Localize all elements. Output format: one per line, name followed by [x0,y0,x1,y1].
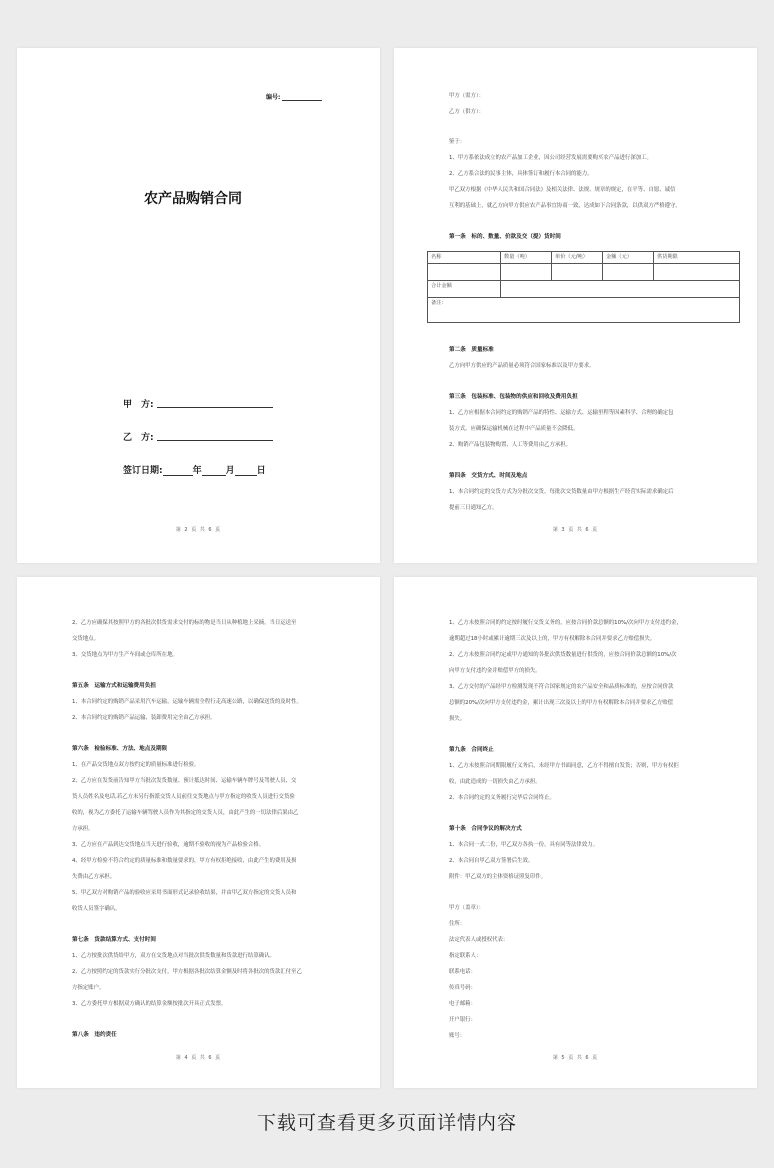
contract-page-4 [17,577,380,1088]
text-line: 1、甲方系依法成立的农产品加工企业，因公司经营发展需要购买农产品进行深加工。 [449,155,652,161]
text-line: 2、本合同约定的购销产品运输、装卸费用完全由乙方承担。 [72,715,216,721]
signature-field: 住所： [449,921,466,927]
section-heading: 第五条 运输方式和运输费用负担 [72,683,156,689]
text-line: 1、本合同约定的购销产品采用汽车运输，运输车辆需全程行走高速公路，以确保送货的及时性。 [72,699,302,705]
text-line: 总额的20%/次向甲方支付违约金，累计出现三次及以上的甲方有权解除本合同并要求乙方赔偿 [449,700,674,706]
day-label: 日 [256,466,266,476]
signature-field: 甲方（盖章）： [449,905,485,911]
text-line: 2、乙方应在发货前告知甲方当批次发货数量、预计抵达时间、运输车辆车牌号及驾驶人员、交 [72,778,297,784]
text-line: 1、乙方未按照合同的约定按时履行交货义务的，应按合同价款总额的10%/次向甲方支付违约金， [449,620,682,626]
section-heading: 第二条 质量标准 [449,347,494,353]
text-line: 乙方向甲方供应的产品质量必须符合国家标准以及甲方要求。 [449,363,595,369]
month-label: 月 [225,466,235,476]
sign-date-label: 签订日期: [123,466,163,476]
table-header-row [428,252,740,264]
text-line: 收的，视为乙方委托了运输车辆驾驶人员作为其指定的交货人员，由此产生的一切法律后果由乙 [72,810,299,816]
signature-field: 法定代表人或授权代表： [449,937,509,943]
text-line: 乙方（供方）： [449,109,485,115]
table-cell: 备注： [428,298,740,323]
year-blank [163,466,193,476]
section-heading: 第八条 违约责任 [72,1032,117,1038]
table-row-note [428,298,740,323]
party-b-line [157,440,273,441]
section-heading: 第六条 检验标准、方法、地点及期限 [72,746,168,752]
party-a-line [157,407,273,408]
text-line: 失费由乙方承担。 [72,874,116,880]
text-line: 收货人员签字确认。 [72,906,121,912]
signature-field: 账号： [449,1033,466,1039]
page-footer: 第 5 页 共 6 页 [552,1055,599,1061]
table-header-cell: 数量（吨） [501,252,552,264]
text-line: 2、乙方未按照合同约定或甲方通知的各批次供货数量进行供货的，应按合同价款总额的10%/次 [449,652,677,658]
download-caption: 下载可查看更多页面详情内容 [256,1112,517,1134]
section-heading: 第四条 交货方式、时间及地点 [449,473,528,479]
text-line: 4、经甲方检验不符合约定的质量标准和数量要求的，甲方有权拒绝接收，由此产生的费用及损 [72,858,297,864]
text-line: 方承担。 [72,826,94,832]
table-header-cell: 单价（元/吨） [552,252,603,264]
text-line: 损失。 [449,716,466,722]
section-heading: 第十条 合同争议的解决方式 [449,826,522,832]
text-line: 1、本合同约定的交货方式为分批次交货，每批次交货数量由甲方根据生产经营实际需求确定后 [449,489,674,495]
signature-field: 传真号码： [449,985,476,991]
table-cell [654,264,740,281]
signature-field: 电子邮箱： [449,1001,476,1007]
page-footer: 第 4 页 共 6 页 [175,1055,222,1061]
table-row [428,264,740,281]
text-line: 3、乙方交付的产品经甲方检测发现不符合国家规定的农产品安全和品质标准的，应按合同价款 [449,684,674,690]
serial-label: 编号: [266,94,281,101]
year-label: 年 [192,466,202,476]
text-line: 方指定账户。 [72,985,105,991]
sign-date-row [123,463,266,476]
section-heading: 第九条 合同终止 [449,747,494,753]
text-line: 2、乙方应确保其按照甲方的各批次供货需求交付的标的物是当日从种植地上采摘，当日运送至 [72,620,297,626]
table-header-cell: 名称 [428,252,501,264]
text-line: 向甲方支付违约金并赔偿甲方的损失。 [449,668,541,674]
serial-blank-line [282,94,322,101]
month-blank [202,466,226,476]
text-line: 2、乙方按照约定的货款实行分批次支付，甲方根据各批次结算金额及时将各批次的货款汇付至乙 [72,969,302,975]
text-line: 2、本合同自甲乙双方签署后生效。 [449,858,534,864]
table-row-total [428,281,740,298]
section-heading: 第七条 货款结算方式、支付时间 [72,937,156,943]
section-heading: 第一条 标的、数量、价款及交（提）货时间 [449,234,561,240]
signature-field: 指定联系人： [449,953,482,959]
table-header-cell: 供货期限 [654,252,740,264]
party-a-label: 甲 方: [123,400,154,410]
text-line: 3、交货地点为甲方生产车间或仓库所在地。 [72,652,178,658]
table-cell [501,264,552,281]
signature-field: 开户银行： [449,1017,476,1023]
text-line: 甲乙双方根据《中华人民共和国合同法》及相关法律、法规、规章的规定，在平等、自愿、诚信 [449,187,676,193]
section-heading: 第三条 包装标准、包装物的供应和回收及费用负担 [449,394,578,400]
table-header-cell: 金额（元） [603,252,654,264]
page-footer: 第 2 页 共 6 页 [175,527,222,533]
table-cell: 合计金额 [428,281,501,298]
table-cell [603,264,654,281]
text-line: 1、乙方应根据本合同约定的购销产品的特性、运输方式、运输里程等因素科学、合理的确定包 [449,410,674,416]
text-line: 提前三日通知乙方。 [449,505,498,511]
party-b-label: 乙 方: [123,433,154,443]
text-line: 2、本合同约定的义务履行完毕后合同终止。 [449,795,555,801]
text-line: 1、在产品交货地点双方按约定的质量标准进行检验。 [72,762,200,768]
text-line: 甲方（需方）： [449,93,485,99]
text-line: 逾期超过18小时或累计逾期三次及以上的，甲方有权解除本合同并要求乙方赔偿损失。 [449,636,656,642]
goods-table [427,251,740,323]
text-line: 1、本合同一式二份，甲乙双方各执一份，具有同等法律效力。 [449,842,598,848]
text-line: 2、购销产品包装物购置、人工等费用由乙方承担。 [449,442,572,448]
page-footer: 第 3 页 共 6 页 [552,527,599,533]
text-line: 5、甲乙双方对购销产品的验收应采用书面形式记录验收结果，并由甲乙双方指定的交货人员和 [72,890,297,896]
text-line: 互利的基础上，就乙方向甲方供应农产品事宜协商一致，达成如下合同条款，以供双方严格遵守。 [449,203,681,209]
text-line: 鉴于： [449,139,466,145]
text-line: 2、乙方系合法的民事主体，具体签订和履行本合同的能力。 [449,171,593,177]
table-cell [552,264,603,281]
contract-title: 农产品购销合同 [144,191,242,207]
text-line: 附件：甲乙双方的主体资格证照复印件。 [449,874,547,880]
text-line: 收，由此造成的一切损失由乙方承担。 [449,779,541,785]
text-line: 3、乙方应在产品到达交货地点当天进行验收，逾期不验收的视为产品检验合格。 [72,842,265,848]
signature-field: 联系电话： [449,969,476,975]
text-line: 1、乙方按批次供货给甲方，双方在交货地点对当批次供货数量和货款进行结算确认。 [72,953,275,959]
text-line: 装方式，应确保运输机械在过程中产品质量不会降低。 [449,426,579,432]
text-line: 货人员姓名及电话,若乙方未另行指派交货人员前往交货地点与甲方指定的收货人员进行交货验 [72,794,295,800]
day-blank [235,466,257,476]
serial-number [266,92,322,101]
contract-page-5 [394,577,757,1088]
table-cell [428,264,501,281]
text-line: 3、乙方委托甲方根据双方确认的结算金额按批次开具正式发票。 [72,1001,227,1007]
contract-page-3 [394,48,757,563]
table-cell [501,281,740,298]
contract-cover-page [17,48,380,563]
text-line: 交货地点。 [72,636,99,642]
text-line: 1、乙方未按照合同期限履行义务后，未经甲方书面同意，乙方不得擅自发货；否则，甲方有权拒 [449,763,679,769]
